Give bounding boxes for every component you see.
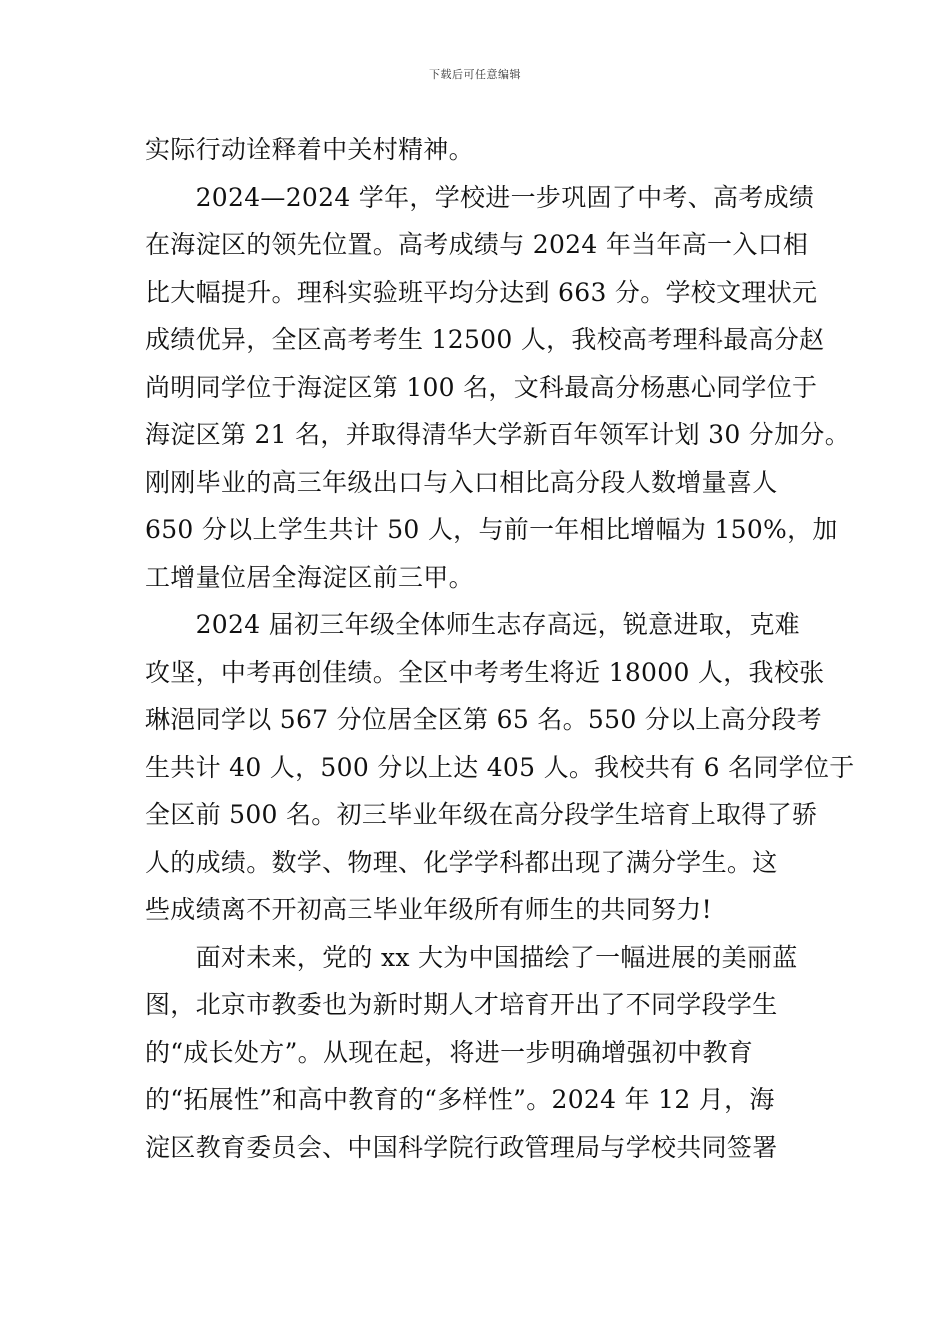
page-header-note: 下载后可任意编辑 (429, 68, 521, 81)
text-line: 2024 届初三年级全体师生志存高远，锐意进取，克难 (145, 610, 800, 639)
text-line: 尚明同学位于海淀区第 100 名，文科最高分杨惠心同学位于 (145, 372, 818, 402)
text-line: 人的成绩。数学、物理、化学学科都出现了满分学生。这 (145, 847, 778, 877)
text-line: 全区前 500 名。初三毕业年级在高分段学生培育上取得了骄 (145, 800, 818, 829)
text-line: 面对未来，党的 xx 大为中国描绘了一幅进展的美丽蓝 (145, 942, 798, 972)
text-line: 的“拓展性”和高中教育的“多样性”。2024 年 12 月，海 (145, 1085, 775, 1114)
text-line: 图，北京市教委也为新时期人才培育开出了不同学段学生 (145, 990, 778, 1019)
text-line: 海淀区第 21 名，并取得清华大学新百年领军计划 30 分加分。 (145, 420, 851, 449)
text-line: 650 分以上学生共计 50 人，与前一年相比增幅为 150%，加 (145, 515, 838, 544)
text-line: 淀区教育委员会、中国科学院行政管理局与学校共同签署 (145, 1132, 778, 1162)
text-line: 刚刚毕业的高三年级出口与入口相比高分段人数增量喜人 (145, 467, 778, 497)
text-line: 的“成长处方”。从现在起，将进一步明确增强初中教育 (145, 1037, 754, 1067)
text-line: 些成绩离不开初高三毕业年级所有师生的共同努力! (145, 895, 712, 924)
text-line: 琳浥同学以 567 分位居全区第 65 名。550 分以上高分段考 (145, 705, 822, 734)
text-line: 成绩优异，全区高考考生 12500 人，我校高考理科最高分赵 (145, 325, 825, 354)
text-line: 攻坚，中考再创佳绩。全区中考考生将近 18000 人，我校张 (145, 657, 825, 687)
text-line: 工增量位居全海淀区前三甲。 (145, 562, 474, 592)
text-line: 在海淀区的领先位置。高考成绩与 2024 年当年高一入口相 (145, 230, 809, 259)
text-line: 比大幅提升。理科实验班平均分达到 663 分。学校文理状元 (145, 277, 818, 307)
text-line: 实际行动诠释着中关村精神。 (145, 135, 474, 164)
text-line: 2024—2024 学年，学校进一步巩固了中考、高考成绩 (145, 182, 815, 212)
document-body (145, 126, 855, 1171)
text-line: 生共计 40 人，500 分以上达 405 人。我校共有 6 名同学位于 (145, 752, 855, 782)
